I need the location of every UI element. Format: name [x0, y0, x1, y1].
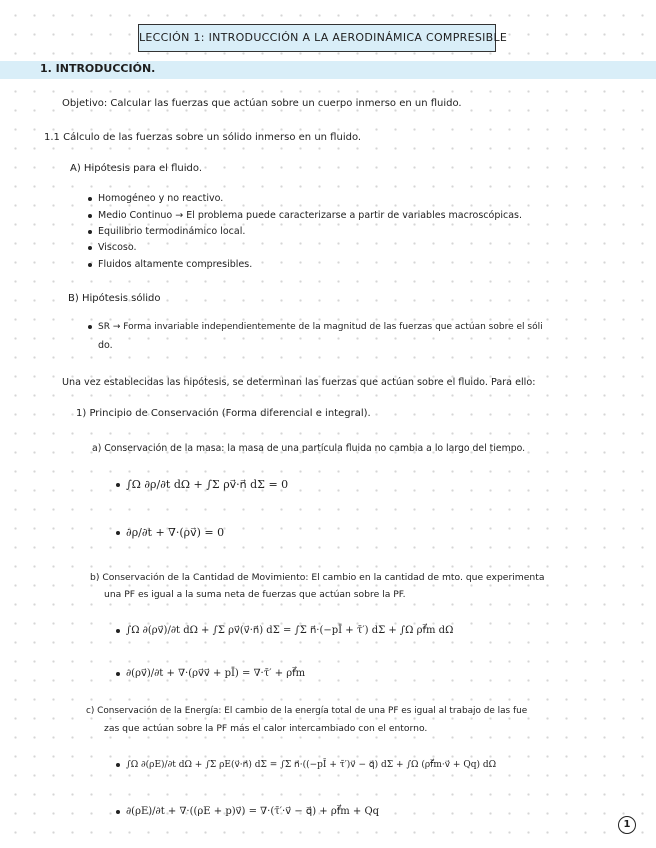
page-number: 1 [618, 816, 636, 834]
momentum-integral-equation: ∫Ω ∂(ρv⃗)/∂t dΩ + ∫Σ ρv⃗(v⃗·n⃗) dΣ = ∫Σ n⃗·(−pĪ + τ̄′) dΣ + ∫Ω ρf⃗m dΩ [116, 625, 453, 636]
objective-text: Objetivo: Calcular las fuerzas que actúan sobre un cuerpo inmerso en un fluido. [62, 98, 462, 109]
energy-conservation-text: c) Conservación de la Energía: El cambio de la energía total de una PF es igual al trabajo de las fue [86, 706, 528, 716]
energy-conservation-text-2: zas que actúan sobre la PF más el calor intercambiado con el entorno. [104, 723, 428, 734]
section-heading: 1. INTRODUCCIÓN. [40, 62, 156, 75]
momentum-conservation-text-2: una PF es igual a la suma neta de fuerzas que actúan sobre la PF. [104, 589, 406, 600]
momentum-differential-equation: ∂(ρv⃗)/∂t + ∇·(ρv⃗v⃗ + pĪ) = ∇·τ̄′ + ρf⃗m [116, 668, 305, 679]
subsection-heading: 1.1 Cálculo de las fuerzas sobre un sólido inmerso en un fluido. [44, 132, 362, 143]
list-item: Fluidos altamente compresibles. [88, 259, 252, 270]
mass-differential-equation: ∂ρ/∂t + ∇·(ρv⃗) = 0 [116, 526, 224, 539]
energy-integral-equation: ∫Ω ∂(ρE)/∂t dΩ + ∫Σ ρE(v⃗·n⃗) dΣ = ∫Σ n⃗·((−pĪ + τ̄′)v⃗ − q⃗) dΣ + ∫Ω (ρf⃗m·v⃗ + Qq) dΩ [116, 760, 496, 770]
list-item: Equilibrio termodinámico local. [88, 226, 245, 237]
hypothesis-b-heading: B) Hipótesis sólido [68, 293, 161, 304]
mass-conservation-text: a) Conservación de la masa: la masa de una partícula fluida no cambia a lo largo del tiempo. [92, 443, 526, 454]
mass-integral-equation: ∫Ω ∂ρ/∂t dΩ + ∫Σ ρv⃗·n⃗ dΣ = 0 [116, 478, 288, 491]
principle-heading: 1) Principio de Conservación (Forma diferencial e integral). [76, 408, 371, 419]
hypothesis-a-heading: A) Hipótesis para el fluido. [70, 163, 203, 174]
energy-differential-equation: ∂(ρE)/∂t + ∇·((ρE + p)v⃗) = ∇·(τ̄′·v⃗ − q⃗) + ρf⃗m + Qq [116, 806, 379, 817]
list-item: SR → Forma invariable independientemente de la magnitud de las fuerzas que actúan sobre el sóli [88, 322, 543, 332]
momentum-conservation-text: b) Conservación de la Cantidad de Movimiento: El cambio en la cantidad de mto. que experimenta [90, 572, 545, 583]
list-item: Viscoso. [88, 242, 137, 253]
intro-paragraph: Una vez establecidas las hipótesis, se determinan las fuerzas que actúan sobre el fluido. Para ello: [62, 377, 536, 388]
lesson-title: LECCIÓN 1: INTRODUCCIÓN A LA AERODINÁMICA COMPRESIBLE [138, 24, 496, 52]
list-item: Medio Continuo → El problema puede caracterizarse a partir de variables macroscópicas. [88, 210, 522, 221]
list-item-continuation: do. [98, 340, 113, 351]
list-item: Homogéneo y no reactivo. [88, 193, 223, 204]
